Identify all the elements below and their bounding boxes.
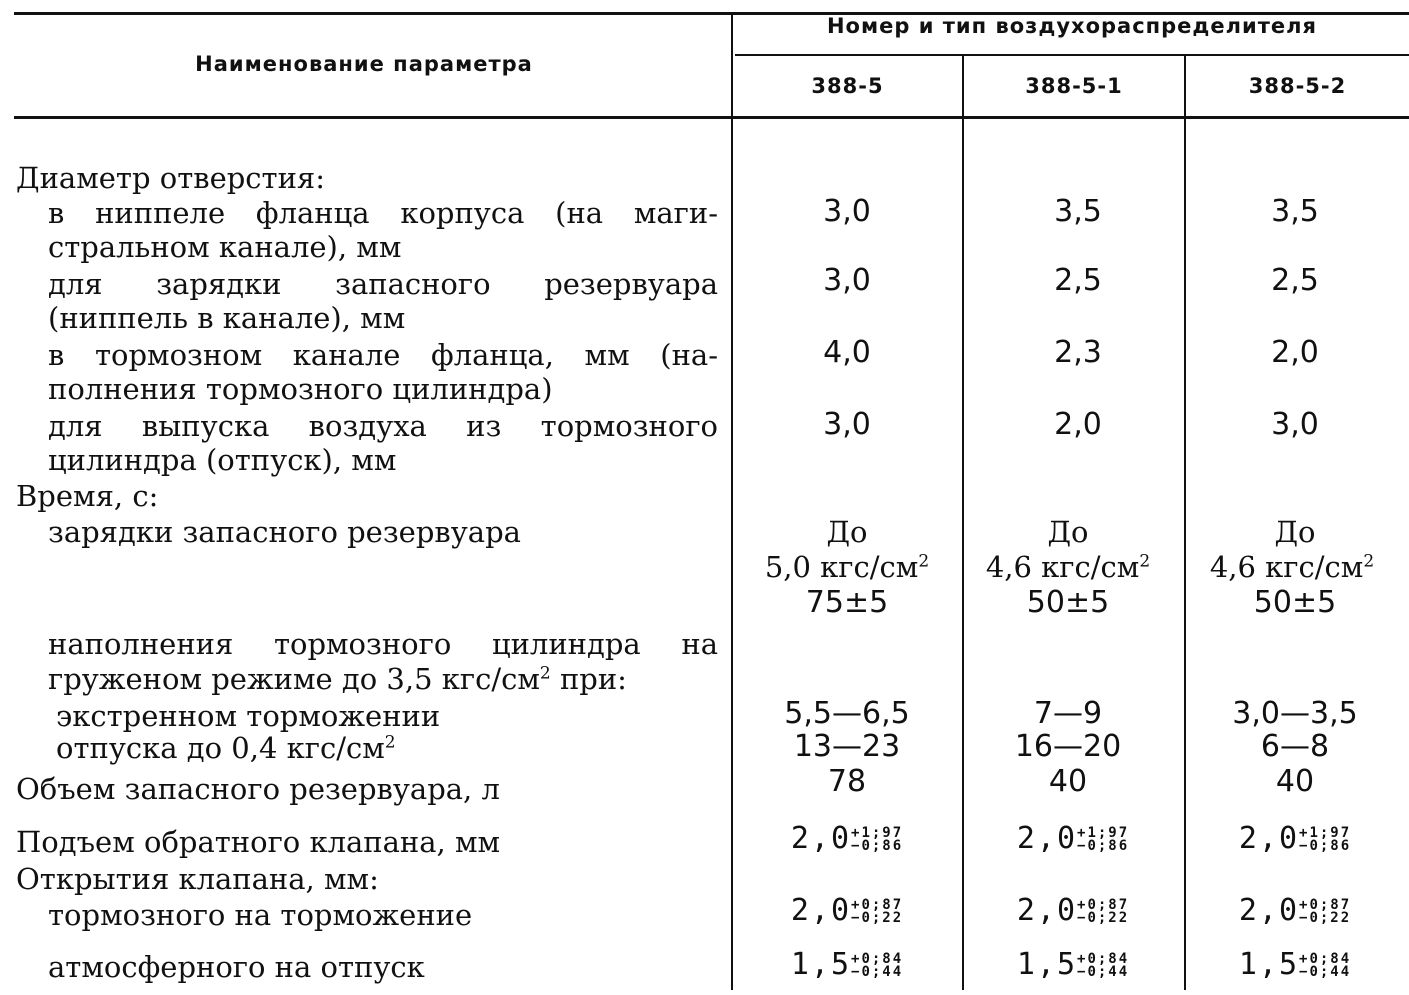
pressure-text: 4,6 кгс/см bbox=[1209, 550, 1364, 584]
pressure-exponent: 2 bbox=[1363, 551, 1375, 572]
release-to-text: отпуска до 0,4 кгс/см bbox=[56, 731, 385, 765]
tolerance-fraction bbox=[1077, 950, 1130, 980]
brake-open-value-388-5 bbox=[732, 894, 962, 928]
release-to-value-388-5-2: 6—8 bbox=[1260, 729, 1330, 764]
tolerance-fraction bbox=[851, 950, 904, 980]
emergency-label: экстренном торможении bbox=[56, 699, 441, 733]
tolerance-lower: −0;44 bbox=[1077, 963, 1130, 980]
fill-label-line2 bbox=[48, 663, 627, 695]
reservoir-charge-label: зарядки запасного резервуара bbox=[48, 515, 521, 549]
time-heading: Время, с: bbox=[16, 479, 159, 513]
fill-label-line1: наполнения тормозного цилиндра на bbox=[48, 627, 718, 661]
tolerance-base: 2,0 bbox=[1016, 821, 1078, 856]
tolerance-base: 2,0 bbox=[1238, 821, 1300, 856]
tolerance-base: 2,0 bbox=[1238, 893, 1300, 928]
brake-open-label: тормозного на торможение bbox=[48, 898, 473, 932]
reservoir-charge-do-388-5-2: До bbox=[1274, 515, 1316, 549]
nipple-value-388-5-2: 3,5 bbox=[1271, 194, 1319, 229]
atm-open-value-388-5-2 bbox=[1180, 948, 1409, 982]
tolerance-fraction bbox=[1299, 824, 1352, 854]
tolerance-lower: −0;44 bbox=[851, 963, 904, 980]
tolerance-upper: +0;87 bbox=[851, 896, 904, 913]
tolerance-lower: −0;44 bbox=[1299, 963, 1352, 980]
emergency-value-388-5-1: 7—9 bbox=[1033, 696, 1103, 731]
tolerance-upper: +0;84 bbox=[1299, 950, 1352, 967]
volume-label: Объем запасного резервуара, л bbox=[16, 772, 500, 806]
tolerance-lower: −0;86 bbox=[1299, 837, 1352, 854]
tolerance-base: 2,0 bbox=[790, 893, 852, 928]
valve-open-heading: Открытия клапана, мм: bbox=[16, 862, 379, 896]
volume-value-388-5: 78 bbox=[827, 764, 867, 799]
reservoir-charge-do-388-5-1: До bbox=[1047, 515, 1089, 549]
tolerance-upper: +1;97 bbox=[1077, 824, 1130, 841]
charge-value-388-5-1: 2,5 bbox=[1054, 263, 1102, 298]
nipple-label-line1: в ниппеле фланца корпуса (на маги- bbox=[48, 196, 718, 230]
tolerance-lower: −0;22 bbox=[851, 909, 904, 926]
tolerance-upper: +0;87 bbox=[1299, 896, 1352, 913]
tolerance-lower: −0;22 bbox=[1299, 909, 1352, 926]
tolerance-base: 2,0 bbox=[1016, 893, 1078, 928]
emergency-value-388-5-2: 3,0—3,5 bbox=[1232, 696, 1358, 731]
tolerance-fraction bbox=[851, 824, 904, 854]
group-rule bbox=[735, 54, 1409, 56]
emergency-value-388-5: 5,5—6,5 bbox=[784, 696, 910, 731]
release-to-value-388-5: 13—23 bbox=[793, 729, 901, 764]
release-value-388-5-2: 3,0 bbox=[1271, 407, 1319, 442]
tolerance-base: 1,5 bbox=[790, 947, 852, 982]
reservoir-charge-pressure-388-5-1 bbox=[953, 551, 1183, 583]
volume-value-388-5-1: 40 bbox=[1048, 764, 1088, 799]
atm-open-value-388-5-1 bbox=[958, 948, 1188, 982]
reservoir-charge-do-388-5: До bbox=[826, 515, 868, 549]
reservoir-charge-time-388-5-1: 50±5 bbox=[1026, 585, 1110, 620]
tolerance-base: 2,0 bbox=[790, 821, 852, 856]
reservoir-charge-pressure-388-5-2 bbox=[1177, 551, 1407, 583]
param-column-header: Наименование параметра bbox=[195, 52, 533, 76]
check-valve-value-388-5-1 bbox=[958, 822, 1188, 856]
brake-channel-label-line1: в тормозном канале фланца, мм (на- bbox=[48, 338, 718, 372]
tolerance-lower: −0;22 bbox=[1077, 909, 1130, 926]
tolerance-fraction bbox=[851, 896, 904, 926]
tolerance-fraction bbox=[1299, 896, 1352, 926]
release-to-value-388-5-1: 16—20 bbox=[1014, 729, 1122, 764]
nipple-label-line2: стральном канале), мм bbox=[48, 230, 402, 264]
tolerance-upper: +0;84 bbox=[1077, 950, 1130, 967]
release-label-line2: цилиндра (отпуск), мм bbox=[48, 443, 397, 477]
reservoir-charge-time-388-5: 75±5 bbox=[805, 585, 889, 620]
reservoir-charge-pressure-388-5 bbox=[732, 551, 962, 583]
charge-label-line1: для зарядки запасного резервуара bbox=[48, 267, 718, 301]
release-label-line1: для выпуска воздуха из тормозного bbox=[48, 409, 718, 443]
tolerance-upper: +0;84 bbox=[851, 950, 904, 967]
tolerance-fraction bbox=[1299, 950, 1352, 980]
nipple-value-388-5-1: 3,5 bbox=[1054, 194, 1102, 229]
column-header-388-5-2: 388-5-2 bbox=[1248, 74, 1347, 98]
vertical-rule-1 bbox=[731, 12, 733, 116]
reservoir-charge-time-388-5-2: 50±5 bbox=[1253, 585, 1337, 620]
tolerance-base: 1,5 bbox=[1016, 947, 1078, 982]
pressure-text: 4,6 кгс/см bbox=[985, 550, 1140, 584]
brake-channel-value-388-5-2: 2,0 bbox=[1271, 335, 1319, 370]
brake-channel-value-388-5-1: 2,3 bbox=[1054, 335, 1102, 370]
pressure-exponent: 2 bbox=[1139, 551, 1151, 572]
charge-value-388-5: 3,0 bbox=[823, 263, 871, 298]
column-header-388-5: 388-5 bbox=[811, 74, 884, 98]
tolerance-lower: −0;86 bbox=[1077, 837, 1130, 854]
group-header: Номер и тип воздухораспределителя bbox=[826, 14, 1318, 38]
pressure-exponent: 2 bbox=[384, 732, 396, 753]
brake-open-value-388-5-2 bbox=[1180, 894, 1409, 928]
tolerance-upper: +1;97 bbox=[851, 824, 904, 841]
column-header-388-5-1: 388-5-1 bbox=[1025, 74, 1123, 98]
release-to-label bbox=[56, 732, 396, 764]
charge-value-388-5-2: 2,5 bbox=[1271, 263, 1319, 298]
fill-label-text: груженом режиме до 3,5 кгс/см bbox=[48, 662, 540, 696]
pressure-exponent: 2 bbox=[918, 551, 930, 572]
atm-open-label: атмосферного на отпуск bbox=[48, 950, 425, 984]
pressure-exponent: 2 bbox=[539, 663, 551, 684]
fill-label-suffix: при: bbox=[550, 662, 627, 696]
diameter-heading: Диаметр отверстия: bbox=[16, 161, 325, 195]
tolerance-upper: +1;97 bbox=[1299, 824, 1352, 841]
tolerance-upper: +0;87 bbox=[1077, 896, 1130, 913]
tolerance-fraction bbox=[1077, 896, 1130, 926]
tolerance-base: 1,5 bbox=[1238, 947, 1300, 982]
check-valve-label: Подъем обратного клапана, мм bbox=[16, 825, 501, 859]
charge-label-line2: (ниппель в канале), мм bbox=[48, 301, 406, 335]
brake-channel-value-388-5: 4,0 bbox=[823, 335, 871, 370]
tolerance-lower: −0;86 bbox=[851, 837, 904, 854]
atm-open-value-388-5 bbox=[732, 948, 962, 982]
pressure-text: 5,0 кгс/см bbox=[764, 550, 919, 584]
check-valve-value-388-5-2 bbox=[1180, 822, 1409, 856]
tolerance-fraction bbox=[1077, 824, 1130, 854]
header-rule bbox=[14, 116, 1409, 119]
release-value-388-5: 3,0 bbox=[823, 407, 871, 442]
nipple-value-388-5: 3,0 bbox=[823, 194, 871, 229]
volume-value-388-5-2: 40 bbox=[1275, 764, 1315, 799]
release-value-388-5-1: 2,0 bbox=[1054, 407, 1102, 442]
brake-channel-label-line2: полнения тормозного цилиндра) bbox=[48, 372, 553, 406]
brake-open-value-388-5-1 bbox=[958, 894, 1188, 928]
check-valve-value-388-5 bbox=[732, 822, 962, 856]
